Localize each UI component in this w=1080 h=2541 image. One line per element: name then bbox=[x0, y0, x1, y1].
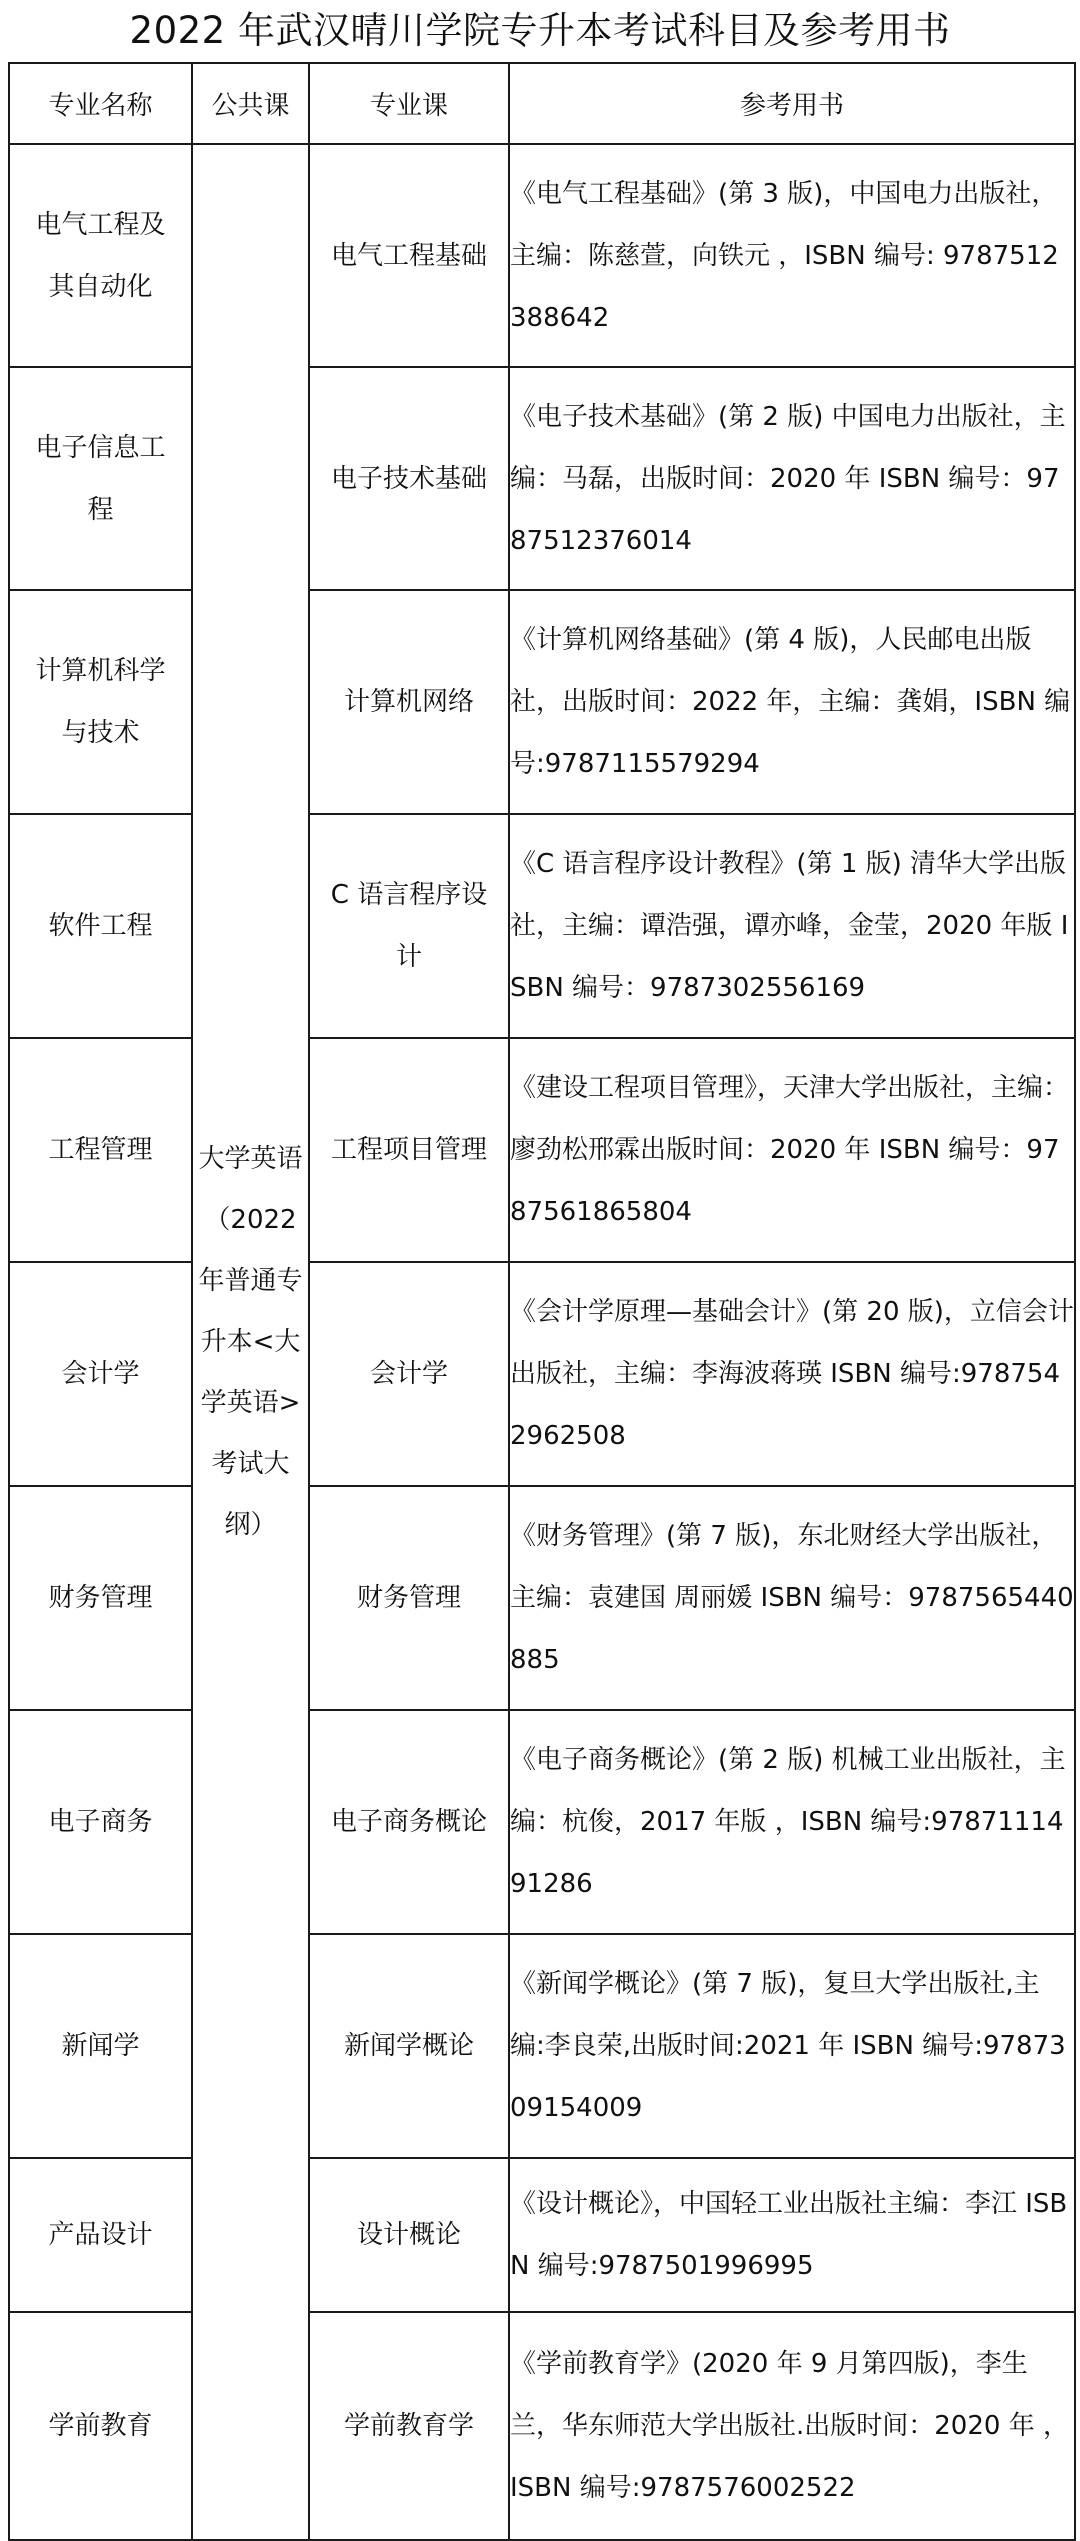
major-name: 财务管理 bbox=[9, 1486, 192, 1710]
table-header-row bbox=[9, 63, 1075, 144]
table-row bbox=[9, 1038, 1075, 1262]
major-course: 设计概论 bbox=[309, 2158, 509, 2312]
major-name: 软件工程 bbox=[9, 814, 192, 1038]
reference-book: 《计算机网络基础》(第 4 版)，人民邮电出版社，出版时间：2022 年，主编：龚娟，ISBN 编号:9787115579294 bbox=[509, 590, 1075, 814]
table-row bbox=[9, 2158, 1075, 2312]
major-name: 工程管理 bbox=[9, 1038, 192, 1262]
reference-book: 《电子技术基础》(第 2 版) 中国电力出版社，主编：马磊，出版时间：2020 年 ISBN 编号：9787512376014 bbox=[509, 367, 1075, 590]
major-course: 学前教育学 bbox=[309, 2312, 509, 2540]
reference-book: 《C 语言程序设计教程》(第 1 版) 清华大学出版社，主编：谭浩强，谭亦峰，金莹，2020 年版 ISBN 编号：9787302556169 bbox=[509, 814, 1075, 1038]
reference-book: 《设计概论》，中国轻工业出版社主编：李江 ISBN 编号:9787501996995 bbox=[509, 2158, 1075, 2312]
reference-book: 《电气工程基础》(第 3 版)，中国电力出版社，主编：陈慈萱，向铁元 ，ISBN 编号: 9787512388642 bbox=[509, 144, 1075, 367]
major-course: 新闻学概论 bbox=[309, 1934, 509, 2158]
reference-book: 《财务管理》(第 7 版)，东北财经大学出版社，主编：袁建国 周丽媛 ISBN 编号：9787565440885 bbox=[509, 1486, 1075, 1710]
exam-subjects-table bbox=[8, 62, 1076, 2541]
major-name: 电子商务 bbox=[9, 1710, 192, 1934]
major-name: 产品设计 bbox=[9, 2158, 192, 2312]
reference-book: 《新闻学概论》(第 7 版)，复旦大学出版社,主编:李良荣,出版时间:2021 年 ISBN 编号:9787309154009 bbox=[509, 1934, 1075, 2158]
major-name: 电气工程及其自动化 bbox=[9, 144, 192, 367]
major-course: 电气工程基础 bbox=[309, 144, 509, 367]
header-reference-book: 参考用书 bbox=[509, 63, 1075, 144]
header-public-course: 公共课 bbox=[192, 63, 309, 144]
major-course: 会计学 bbox=[309, 1262, 509, 1486]
major-course: 电子技术基础 bbox=[309, 367, 509, 590]
reference-book: 《建设工程项目管理》，天津大学出版社，主编：廖劲松邢霖出版时间：2020 年 ISBN 编号：9787561865804 bbox=[509, 1038, 1075, 1262]
header-major-course: 专业课 bbox=[309, 63, 509, 144]
major-course: 财务管理 bbox=[309, 1486, 509, 1710]
major-course: 电子商务概论 bbox=[309, 1710, 509, 1934]
major-name: 电子信息工程 bbox=[9, 367, 192, 590]
major-course: 计算机网络 bbox=[309, 590, 509, 814]
table-row bbox=[9, 1486, 1075, 1710]
reference-book: 《电子商务概论》(第 2 版) 机械工业出版社，主编：杭俊，2017 年版 ，ISBN 编号:9787111491286 bbox=[509, 1710, 1075, 1934]
major-course: C 语言程序设计 bbox=[309, 814, 509, 1038]
page-title: 2022 年武汉晴川学院专升本考试科目及参考用书 bbox=[129, 9, 951, 52]
table-row bbox=[9, 590, 1075, 814]
reference-book: 《学前教育学》(2020 年 9 月第四版)，李生兰，华东师范大学出版社.出版时间：2020 年 ，ISBN 编号:9787576002522 bbox=[509, 2312, 1075, 2540]
header-major: 专业名称 bbox=[9, 63, 192, 144]
major-course: 工程项目管理 bbox=[309, 1038, 509, 1262]
table-row bbox=[9, 1710, 1075, 1934]
table-row bbox=[9, 814, 1075, 1038]
public-course: 大学英语（2022 年普通专升本<大学英语>考试大纲） bbox=[192, 144, 309, 2540]
major-name: 学前教育 bbox=[9, 2312, 192, 2540]
table-row bbox=[9, 367, 1075, 590]
table-row bbox=[9, 1934, 1075, 2158]
major-name: 会计学 bbox=[9, 1262, 192, 1486]
table-row bbox=[9, 144, 1075, 367]
table-row bbox=[9, 2312, 1075, 2540]
major-name: 新闻学 bbox=[9, 1934, 192, 2158]
table-row bbox=[9, 1262, 1075, 1486]
major-name: 计算机科学与技术 bbox=[9, 590, 192, 814]
reference-book: 《会计学原理—基础会计》(第 20 版)，立信会计出版社，主编：李海波蒋瑛 ISBN 编号:9787542962508 bbox=[509, 1262, 1075, 1486]
